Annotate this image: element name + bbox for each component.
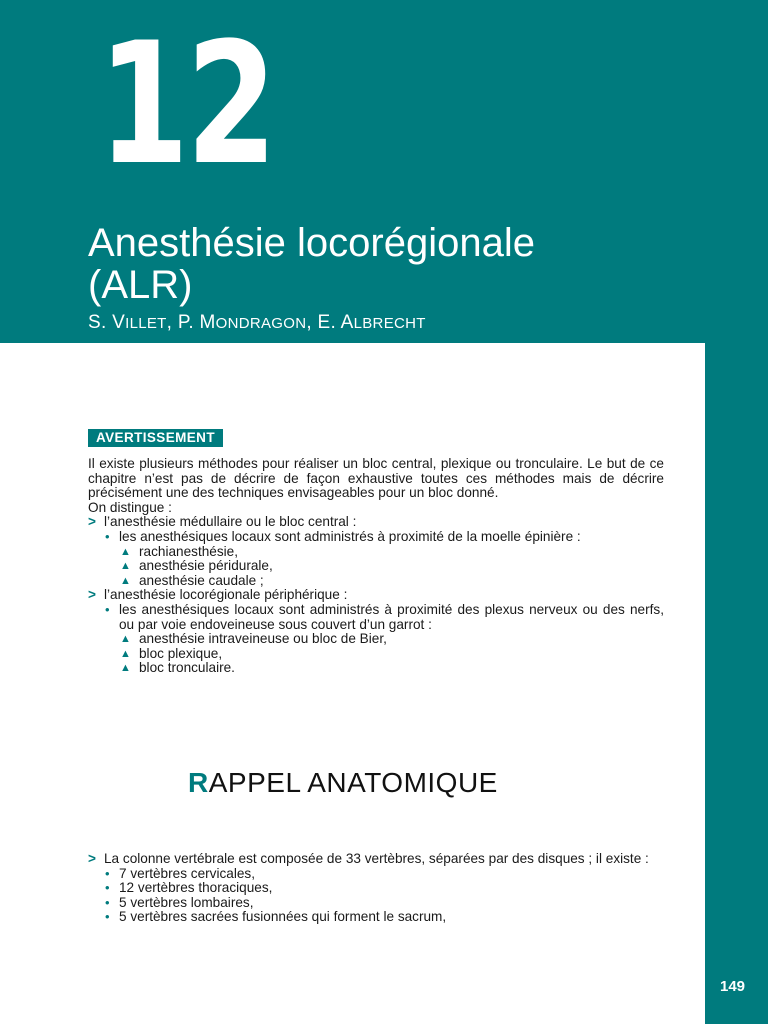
- bullet-icon: •: [105, 865, 110, 881]
- warning-text: [88, 457, 664, 676]
- list-item: > l’anesthésie médullaire ou le bloc central :: [88, 514, 357, 530]
- list-subitem: • 12 vertèbres thoraciques,: [105, 880, 273, 896]
- chapter-title: [88, 222, 535, 306]
- triangle-icon: ▲: [120, 574, 131, 587]
- content-panel: [0, 343, 705, 1024]
- triangle-icon: ▲: [120, 633, 131, 646]
- list-subsubitem: ▲ rachianesthésie,: [120, 543, 238, 559]
- bullet-icon: •: [105, 909, 110, 925]
- list-subitem: • 7 vertèbres cervicales,: [105, 865, 255, 881]
- chapter-title-line1: Anesthésie locorégionale: [88, 221, 535, 265]
- triangle-icon: ▲: [120, 560, 131, 573]
- triangle-icon: ▲: [120, 647, 131, 660]
- arrow-icon: >: [88, 514, 96, 530]
- warning-distinguish: On distingue :: [88, 499, 172, 515]
- chapter-authors: [88, 312, 426, 334]
- list-subitem: • 5 vertèbres lombaires,: [105, 894, 254, 910]
- arrow-icon: >: [88, 851, 96, 866]
- list-item: > La colonne vertébrale est composée de 33 vertèbres, séparées par des disques ; il existe :: [88, 851, 649, 866]
- section-title-initial: R: [188, 767, 209, 798]
- bullet-icon: •: [105, 528, 110, 544]
- section-title: [188, 767, 498, 799]
- bullet-icon: •: [105, 894, 110, 910]
- page-number: 149: [720, 978, 746, 995]
- author: E. ALBRECHT: [317, 312, 426, 333]
- list-subsubitem: ▲ bloc plexique,: [120, 645, 223, 661]
- chapter-title-line2: (ALR): [88, 263, 193, 307]
- bullet-icon: •: [105, 880, 110, 896]
- arrow-icon: >: [88, 587, 96, 603]
- bullet-icon: •: [105, 601, 110, 617]
- list-item: > l’anesthésie locorégionale périphérique :: [88, 587, 348, 603]
- list-subsubitem: ▲ bloc tronculaire.: [120, 660, 235, 676]
- author: S. VILLET,: [88, 312, 178, 333]
- list-subsubitem: ▲ anesthésie caudale ;: [120, 572, 264, 588]
- author: P. MONDRAGON,: [177, 312, 318, 333]
- section-text: [88, 852, 664, 925]
- list-subsubitem: ▲ anesthésie intraveineuse ou bloc de Bier,: [120, 631, 387, 647]
- triangle-icon: ▲: [120, 662, 131, 675]
- warning-intro: Il existe plusieurs méthodes pour réaliser un bloc central, plexique ou tronculaire. Le but de ce chapitre n’est pas de décrire de façon exhaustive toutes ces méthodes mais de décrire précisément une des techniques envisageables pour un bloc donné.: [88, 456, 664, 501]
- triangle-icon: ▲: [120, 545, 131, 558]
- list-subitem: • les anesthésiques locaux sont administrés à proximité des plexus nerveux ou des nerfs, ou par voie endoveineuse sous couvert d’un garrot :: [105, 601, 664, 632]
- list-subitem: • les anesthésiques locaux sont administrés à proximité de la moelle épinière :: [105, 528, 581, 544]
- list-subitem: • 5 vertèbres sacrées fusionnées qui forment le sacrum,: [105, 909, 447, 925]
- section-title-rest: APPEL ANATOMIQUE: [208, 767, 498, 798]
- list-subsubitem: ▲ anesthésie péridurale,: [120, 558, 273, 574]
- chapter-number: 12: [98, 6, 275, 202]
- warning-badge: AVERTISSEMENT: [88, 429, 223, 447]
